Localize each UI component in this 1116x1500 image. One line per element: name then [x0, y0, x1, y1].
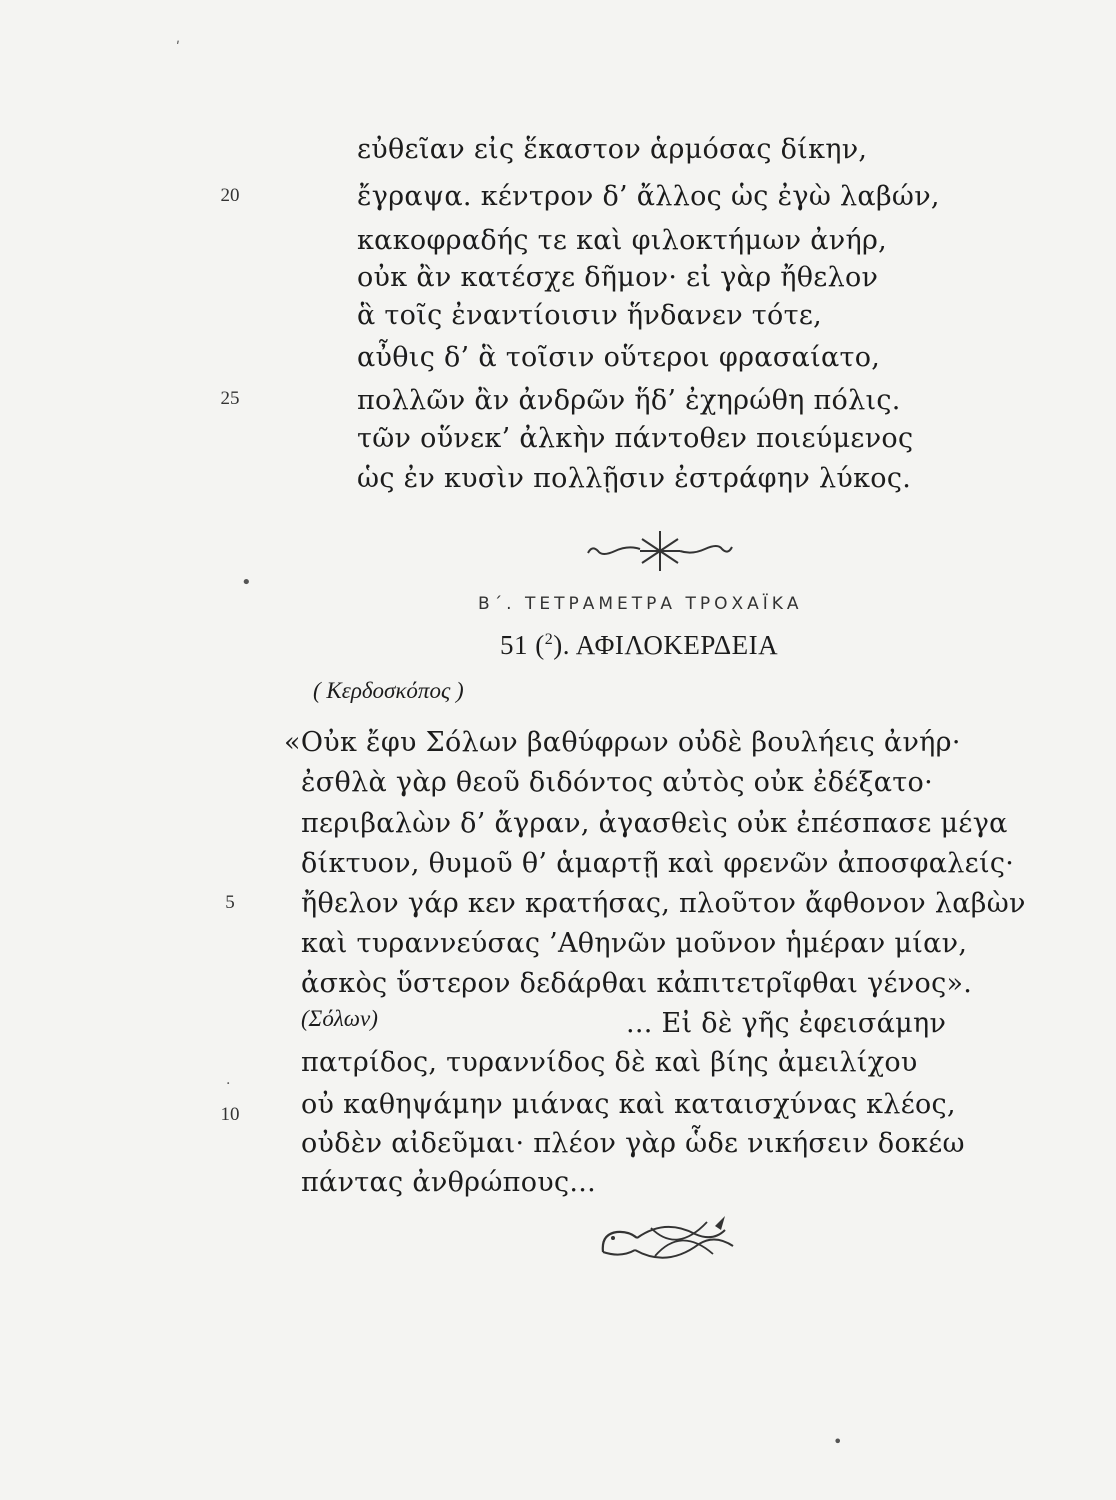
verse-line: ἐσθλὰ γὰρ θεοῦ διδόντος αὐτὸς οὐκ ἐδέξατο·	[301, 767, 933, 798]
verse-line: ὡς ἐν κυσὶν πολλῇσιν ἐστράφην λύκος.	[357, 463, 912, 494]
verse-line: οὐδὲν αἰδεῦμαι· πλέον γὰρ ὧδε νικήσειν δοκέω	[301, 1128, 965, 1159]
stray-dot: ·	[226, 1076, 231, 1092]
verse-line: πατρίδος, τυραννίδος δὲ καὶ βίης ἀμειλίχου	[301, 1047, 918, 1078]
verse-line: οὐ καθηψάμην μιάνας καὶ καταισχύνας κλέος,	[301, 1089, 956, 1120]
stray-mark: ʹ	[176, 40, 180, 56]
verse-line: ἀσκὸς ὕστερον δεδάρθαι κἀπιτετρῖφθαι γένος».	[301, 968, 973, 999]
stray-dot: •	[833, 1432, 843, 1451]
verse-line: καὶ τυραννεύσας ’Αθηνῶν μοῦνον ἡμέραν μίαν,	[301, 928, 968, 959]
line-number: 20	[220, 185, 240, 206]
section-heading: Β΄. ΤΕΤΡΑΜΕΤΡΑ ΤΡΟΧΑΪΚΑ	[478, 594, 803, 614]
verse-line: «Οὐκ ἔφυ Σόλων βαθύφρων οὐδὲ βουλήεις ἀνήρ·	[284, 727, 961, 758]
verse-line: ἤθελον γάρ κεν κρατήσας, πλοῦτον ἄφθονον λαβὼν	[301, 888, 1026, 919]
verse-line: πάντας ἀνθρώπους...	[301, 1167, 597, 1198]
verse-line: περιβαλὼν δ’ ἄγραν, ἀγασθεὶς οὐκ ἐπέσπασε μέγα	[301, 808, 1008, 839]
poem-number: 51 (	[500, 630, 545, 660]
verse-line: εὐθεῖαν εἰς ἕκαστον ἁρμόσας δίκην,	[357, 134, 868, 165]
verse-line: αὖθις δ’ ἃ τοῖσιν οὕτεροι φρασαίατο,	[357, 342, 881, 373]
verse-line: ... Εἰ δὲ γῆς ἐφεισάμην	[626, 1008, 947, 1039]
verse-line: ἔγραψα. κέντρον δ’ ἄλλος ὡς ἐγὼ λαβών,	[357, 181, 940, 212]
line-number: 25	[220, 388, 240, 409]
verse-line: τῶν οὕνεκ’ ἀλκὴν πάντοθεν ποιεύμενος	[357, 423, 914, 454]
verse-line: κακοφραδής τε καὶ φιλοκτήμων ἀνήρ,	[357, 225, 888, 256]
footnote-ref: 2	[544, 631, 554, 648]
stray-dot: •	[241, 572, 252, 593]
verse-line: οὐκ ἂν κατέσχε δῆμον· εἰ γὰρ ἤθελον	[357, 262, 879, 293]
verse-line: ἃ τοῖς ἐναντίοισιν ἥνδανεν τότε,	[357, 300, 823, 331]
poem-title-text: ). ΑΦΙΛΟΚΕΡΔΕΙΑ	[553, 630, 779, 660]
poem-title	[500, 630, 778, 661]
line-number: 5	[225, 892, 235, 913]
speaker-label: (Σόλων)	[301, 1006, 378, 1031]
verse-line: πολλῶν ἂν ἀνδρῶν ἥδ’ ἐχηρώθη πόλις.	[357, 385, 901, 416]
line-number: 10	[220, 1104, 240, 1125]
speaker-label: ( Κερδοσκόπος )	[313, 678, 464, 703]
ornament-flourish	[580, 525, 740, 580]
verse-line: δίκτυον, θυμοῦ θ’ ἁμαρτῇ καὶ φρενῶν ἀποσφαλείς·	[301, 848, 1015, 879]
ornament-bird	[595, 1208, 740, 1273]
